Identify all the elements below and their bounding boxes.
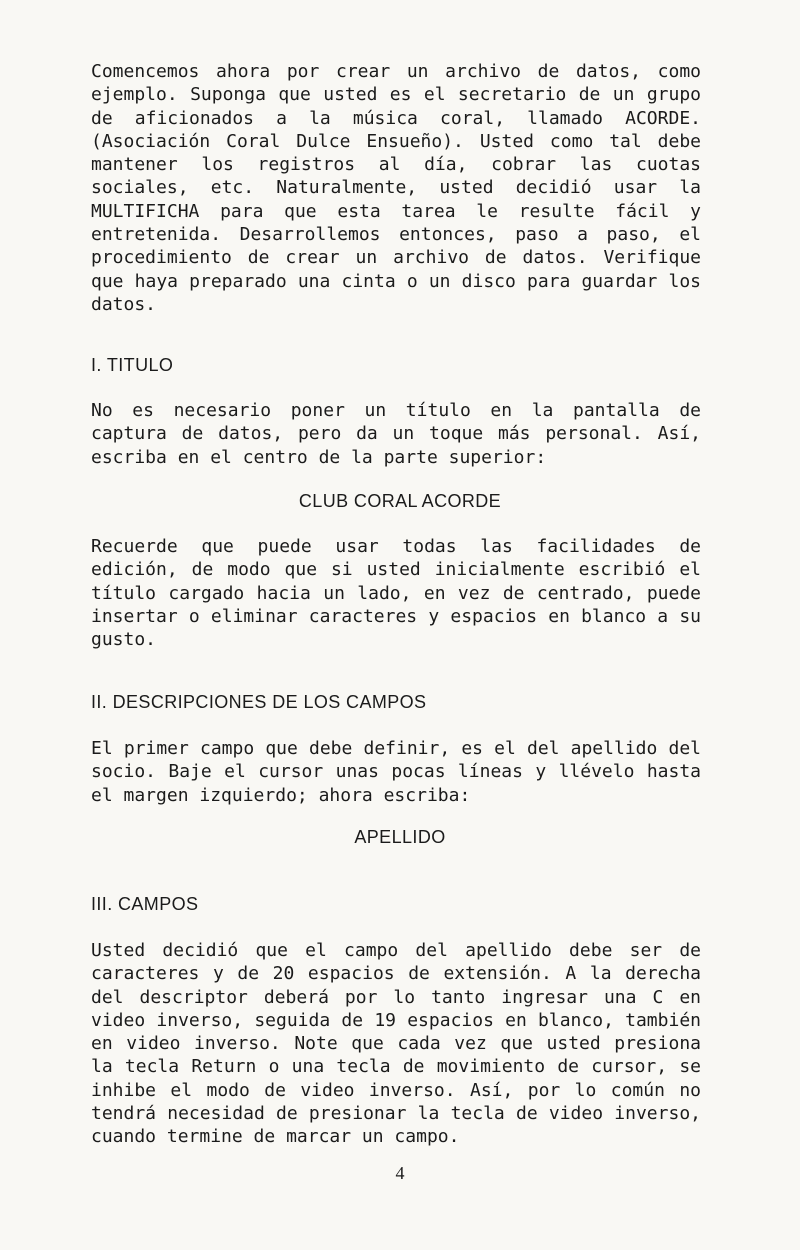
section-heading-descripciones: II. DESCRIPCIONES DE LOS CAMPOS: [91, 692, 427, 712]
intro-paragraph: Comencemos ahora por crear un archivo de datos, como ejemplo. Suponga que usted es el secretario de un grupo de aficionados a la música coral, llamado ACORDE. (Asociación Coral Dulce Ensueño). Usted como tal debe mantener los registros al día, cobrar las cuotas sociales, etc. Naturalmente, usted decidió usar la MULTIFICHA para que esta tarea le resulte fácil y entretenida. Desarrollemos entonces, paso a paso, el procedimiento de crear un archivo de datos. Verifique que haya preparado una cinta o un disco para guardar los datos.: [91, 61, 712, 315]
edicion-paragraph: Recuerde que puede usar todas las facilidades de edición, de modo que si usted inicialmente escribió el título cargado hacia un lado, en vez de centrado, puede insertar o eliminar caracteres y espacios en blanco a su gusto.: [91, 536, 712, 651]
page-number: 4: [395, 1163, 405, 1183]
example-field-text: APELLIDO: [354, 827, 446, 847]
section-heading-titulo: I. TITULO: [91, 355, 174, 375]
descripciones-paragraph: El primer campo que debe definir, es el del apellido del socio. Baje el cursor unas pocas líneas y llévelo hasta el margen izquierdo; ahora escriba:: [91, 738, 712, 806]
section-heading-campos: III. CAMPOS: [91, 894, 199, 914]
titulo-paragraph: No es necesario poner un título en la pantalla de captura de datos, pero da un toque más personal. Así, escriba en el centro de la parte superior:: [91, 400, 712, 468]
campos-paragraph: Usted decidió que el campo del apellido debe ser de caracteres y de 20 espacios de extensión. A la derecha del descriptor deberá por lo tanto ingresar una C en video inverso, seguida de 19 espacios en blanco, también en video inverso. Note que cada vez que usted presiona la tecla Return o una tecla de movimiento de cursor, se inhibe el modo de video inverso. Así, por lo común no tendrá necesidad de presionar la tecla de video inverso, cuando termine de marcar un campo.: [91, 940, 712, 1148]
example-title-text: CLUB CORAL ACORDE: [298, 491, 502, 511]
